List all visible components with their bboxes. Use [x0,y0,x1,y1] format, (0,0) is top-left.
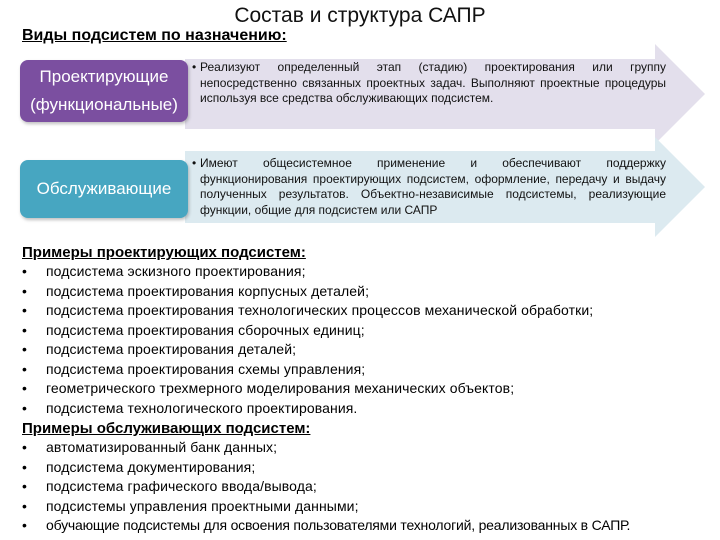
list-item: • подсистема проектирования схемы управления; [22,360,593,380]
bullet-icon: • [22,302,28,318]
service-description-text: Имеют общесистемное применение и обеспечивают поддержку функционирования проектирующих подсистем, оформление, передачу и выдачу полученных результатов. Объектно-независимые подсистемы, реализующие функции, общие для подсистем или САПР [200,156,666,217]
bullet-icon: • [22,380,28,396]
service-type-box [20,160,188,218]
design-examples-list [22,262,593,418]
design-type-label: Проектирующие [39,67,169,86]
design-description [192,60,666,107]
bullet-icon: • [22,517,27,533]
list-item: • подсистема проектирования сборочных единиц; [22,321,593,341]
list-item: • подсистема проектирования корпусных деталей; [22,282,593,302]
bullet-icon: • [22,341,28,357]
design-type-sublabel: (функциональные) [30,95,178,114]
service-examples-heading: Примеры обслуживающих подсистем: [22,420,311,437]
list-item: • подсистемы управления проектными данными; [22,497,630,517]
list-item: • автоматизированный банк данных; [22,438,630,458]
page-title: Состав и структура САПР [234,4,486,27]
list-item: • подсистема эскизного проектирования; [22,262,593,282]
bullet-icon: • [22,439,28,455]
service-examples-list [22,438,630,536]
subtitle: Виды подсистем по назначению: [22,27,287,44]
bullet-icon: • [22,478,28,494]
list-item: • подсистема технологического проектирования. [22,399,593,419]
bullet-icon: • [22,497,28,514]
design-description-text: Реализуют определенный этап (стадию) проектирования или группу непосредственно связанных проектных задач. Выполняют проектные процедуры используя все средства обслуживающих подсистем. [200,60,666,105]
list-item: • подсистема документирования; [22,458,630,478]
service-description [192,156,666,218]
bullet-icon: • [22,263,28,279]
design-examples-heading: Примеры проектирующих подсистем: [22,244,306,261]
bullet-icon: • [192,156,197,170]
service-type-label: Обслуживающие [36,179,172,198]
bullet-icon: • [22,458,28,475]
bullet-icon: • [22,282,28,299]
list-item: • геометрического трехмерного моделирования механических объектов; [22,379,593,399]
list-item: • обучающие подсистемы для освоения пользователями технологий, реализованных в САПР. [22,516,630,536]
list-item: • подсистема проектирования технологических процессов механической обработки; [22,301,593,321]
list-item: • подсистема графического ввода/вывода; [22,477,630,497]
list-item: • подсистема проектирования деталей; [22,340,593,360]
bullet-icon: • [192,60,197,74]
design-type-box [20,60,188,122]
bullet-icon: • [22,321,28,338]
bullet-icon: • [22,360,28,377]
bullet-icon: • [22,399,28,416]
